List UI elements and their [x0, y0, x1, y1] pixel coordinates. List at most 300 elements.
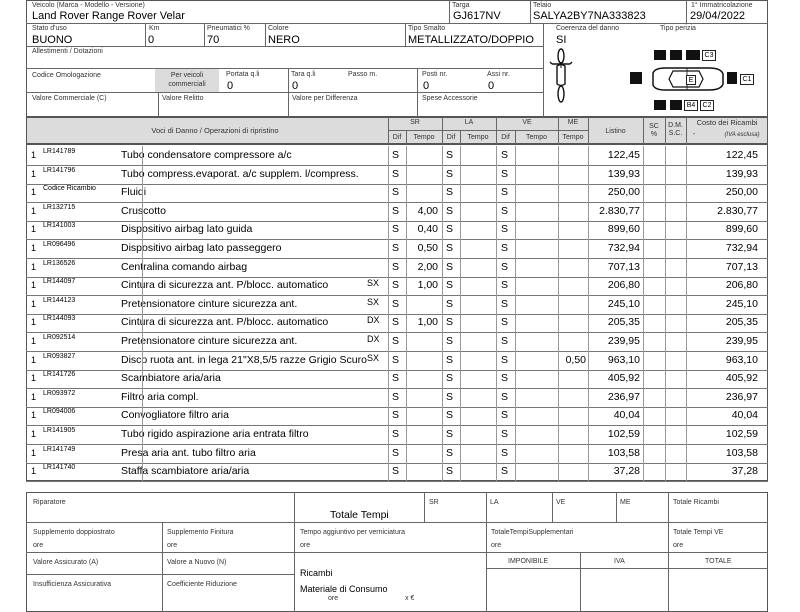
row-cell-divider: [442, 332, 443, 351]
row-cell-divider: [142, 406, 143, 425]
row-listino: 206,80: [607, 279, 640, 292]
row-cell-divider: [665, 146, 666, 165]
row-la-dif: S: [446, 297, 454, 310]
table-row: [26, 295, 768, 315]
row-cell-divider: [388, 146, 389, 165]
row-description: Cintura di sicurezza ant. P/blocc. automatico: [121, 279, 329, 292]
row-cell-divider: [442, 276, 443, 295]
row-cell-divider: [665, 388, 666, 407]
row-cell-divider: [442, 165, 443, 184]
row-cell-divider: [442, 388, 443, 407]
telaio-label: Telaio: [533, 2, 552, 9]
vehicle-value: Land Rover Range Rover Velar: [32, 10, 185, 22]
tipo-smalto-label: Tipo Smalto: [408, 25, 446, 32]
row-cell-divider: [496, 165, 497, 184]
row-ve-dif: S: [501, 204, 509, 217]
table-row: [26, 239, 768, 259]
row-cell-divider: [643, 462, 644, 481]
row-cell-divider: [558, 165, 559, 184]
row-cell-divider: [142, 462, 143, 481]
row-listino: 37,28: [613, 465, 640, 478]
row-cell-divider: [496, 462, 497, 481]
footer-vline-3: [424, 492, 425, 522]
row-cell-divider: [406, 425, 407, 444]
damage-square-front: [630, 72, 642, 84]
row-sr-tempo: 0,40: [417, 223, 438, 236]
row-cell-divider: [442, 462, 443, 481]
immatricolazione-label: 1° Immatricolazione: [691, 2, 753, 9]
row-cell-divider: [406, 369, 407, 388]
row-qty: 1: [31, 150, 37, 160]
th-dm-sc: S.C.: [668, 130, 683, 137]
row-listino: 899,60: [607, 223, 640, 236]
row-cell-divider: [558, 388, 559, 407]
row-cell-divider: [496, 202, 497, 221]
row-ve-dif: S: [501, 446, 509, 459]
row-sr-dif: S: [392, 149, 400, 161]
header-vline-row4a: [288, 68, 289, 92]
row-cell-divider: [686, 165, 687, 184]
row-listino: 236,97: [607, 390, 640, 403]
row-ve-dif: S: [501, 223, 509, 236]
table-row: [26, 444, 768, 464]
row-cell-divider: [388, 258, 389, 277]
coefficiente-riduzione-label: Coefficiente Riduzione: [167, 581, 237, 588]
totale-tempi-label: Totale Tempi: [330, 509, 389, 521]
row-cell-divider: [588, 146, 589, 165]
footer-vline-1: [162, 522, 163, 612]
row-sr-dif: S: [392, 372, 400, 385]
row-code: LR141789: [43, 148, 76, 155]
table-row: [26, 313, 768, 333]
row-cell-divider: [496, 295, 497, 314]
row-sr-dif: S: [392, 186, 400, 199]
row-qty: 1: [31, 447, 37, 458]
ore-label-3: ore: [300, 542, 311, 549]
row-costo: 732,94: [725, 242, 758, 254]
damage-square-top-1: [654, 50, 666, 60]
th-costo-title: Costo dei Ricambi: [696, 118, 758, 127]
posti-value: 0: [423, 80, 430, 92]
header-vline-targa: [449, 0, 450, 23]
row-cell-divider: [686, 295, 687, 314]
row-cell-divider: [515, 351, 516, 370]
row-cell-divider: [643, 351, 644, 370]
damage-square-rear: [727, 72, 737, 84]
tipo-smalto-value: METALLIZZATO/DOPPIO: [408, 34, 534, 46]
per-veicoli-label: Per veicoli commerciali: [168, 72, 206, 88]
row-cell-divider: [558, 462, 559, 481]
km-value: 0: [148, 34, 155, 46]
row-cell-divider: [442, 258, 443, 277]
row-side: DX: [367, 315, 380, 326]
row-cell-divider: [588, 295, 589, 314]
row-cell-divider: [460, 276, 461, 295]
row-cell-divider: [388, 183, 389, 202]
table-row: [26, 388, 768, 408]
row-sr-dif: S: [392, 409, 400, 422]
row-cell-divider: [665, 220, 666, 239]
row-cell-divider: [142, 183, 143, 202]
supplemento-finitura-label: Supplemento Finitura: [167, 529, 234, 536]
row-me-tempo: 0,50: [565, 353, 586, 366]
row-cell-divider: [643, 313, 644, 332]
row-cell-divider: [686, 388, 687, 407]
row-costo: 206,80: [725, 279, 758, 292]
codice-omologazione-label: Codice Omologazione: [32, 72, 101, 79]
row-cell-divider: [665, 313, 666, 332]
footer-vline-6: [616, 492, 617, 522]
row-description: Cintura di sicurezza ant. P/blocc. automatico: [121, 316, 329, 329]
row-cell-divider: [388, 462, 389, 481]
row-cell-divider: [588, 276, 589, 295]
row-cell-divider: [406, 220, 407, 239]
row-cell-divider: [442, 444, 443, 463]
row-cell-divider: [686, 406, 687, 425]
row-cell-divider: [388, 369, 389, 388]
row-cell-divider: [515, 332, 516, 351]
row-la-dif: S: [446, 390, 454, 403]
header-vline-row5b: [288, 92, 289, 117]
row-cell-divider: [515, 462, 516, 481]
row-cell-divider: [142, 351, 143, 370]
row-ve-dif: S: [501, 335, 509, 347]
row-cell-divider: [442, 313, 443, 332]
row-qty: 1: [31, 336, 37, 346]
row-side: DX: [367, 334, 380, 344]
row-ve-dif: S: [501, 409, 509, 422]
row-cell-divider: [142, 425, 143, 444]
footer-vline-5: [552, 492, 553, 522]
valore-assicurato-label: Valore Assicurato (A): [33, 559, 99, 566]
passo-label: Passo m.: [348, 71, 378, 78]
row-cell-divider: [588, 388, 589, 407]
row-la-dif: S: [446, 372, 454, 385]
row-costo: 205,35: [725, 316, 758, 329]
th-dm: D.M.: [668, 122, 683, 129]
row-cell-divider: [665, 202, 666, 221]
row-cell-divider: [558, 183, 559, 202]
row-cell-divider: [686, 462, 687, 481]
row-ve-dif: S: [501, 186, 509, 199]
th-costo-iva: (IVA esclusa): [724, 132, 760, 138]
row-la-dif: S: [446, 279, 454, 292]
row-cell-divider: [515, 369, 516, 388]
row-costo: 963,10: [725, 353, 758, 366]
header-vline-row5a: [158, 92, 159, 117]
table-row: [26, 165, 768, 185]
row-qty: 1: [31, 410, 37, 421]
row-cell-divider: [442, 239, 443, 258]
row-cell-divider: [643, 183, 644, 202]
row-sr-tempo: 2,00: [417, 260, 438, 273]
row-cell-divider: [515, 239, 516, 258]
row-cell-divider: [388, 388, 389, 407]
row-cell-divider: [460, 183, 461, 202]
th-sr: SR: [410, 119, 420, 126]
row-cell-divider: [665, 425, 666, 444]
colore-label: Colore: [268, 25, 289, 32]
footer-la-label: LA: [490, 499, 499, 506]
row-qty: 1: [31, 261, 37, 272]
damage-square-top-2: [670, 50, 682, 60]
row-cell-divider: [643, 369, 644, 388]
row-la-dif: S: [446, 223, 454, 236]
row-description: Disco ruota ant. in lega 21"X8,5/5 razze Grigio Scuro: [121, 353, 367, 366]
row-cell-divider: [588, 369, 589, 388]
row-cell-divider: [406, 258, 407, 277]
zone-badge-c2: C2: [700, 100, 714, 111]
row-ve-dif: S: [501, 279, 509, 292]
row-description: Staffa scambiatore aria/aria: [121, 465, 250, 478]
row-listino: 2.830,77: [599, 204, 640, 217]
row-cell-divider: [142, 202, 143, 221]
th-ve: VE: [522, 119, 532, 126]
row-description: Dispositivo airbag lato passeggero: [121, 242, 282, 254]
ore-label-1: ore: [33, 542, 44, 549]
km-label: Km: [149, 25, 160, 32]
zone-badge-b4: B4: [684, 100, 698, 111]
row-cell-divider: [460, 202, 461, 221]
coerenza-value: SI: [556, 34, 567, 46]
row-cell-divider: [665, 332, 666, 351]
row-ve-dif: S: [501, 260, 509, 273]
footer-hline-4: [486, 568, 768, 569]
row-cell-divider: [460, 425, 461, 444]
row-cell-divider: [686, 276, 687, 295]
row-costo: 40,04: [731, 409, 758, 422]
th-me-tempo: Tempo: [562, 134, 584, 141]
row-cell-divider: [643, 165, 644, 184]
row-cell-divider: [686, 146, 687, 165]
row-costo: 707,13: [725, 260, 758, 273]
row-cell-divider: [388, 276, 389, 295]
row-cell-divider: [460, 388, 461, 407]
row-cell-divider: [558, 425, 559, 444]
row-cell-divider: [558, 313, 559, 332]
row-cell-divider: [665, 369, 666, 388]
row-cell-divider: [496, 313, 497, 332]
th-sr-dif: Dif: [392, 134, 402, 141]
zone-badge-c3: C3: [702, 50, 716, 61]
row-description: Cruscotto: [121, 204, 166, 217]
row-cell-divider: [588, 332, 589, 351]
row-costo: 122,45: [725, 149, 758, 161]
row-cell-divider: [643, 276, 644, 295]
row-cell-divider: [515, 295, 516, 314]
row-qty: 1: [31, 317, 37, 328]
row-cell-divider: [496, 369, 497, 388]
row-cell-divider: [496, 183, 497, 202]
row-cell-divider: [460, 444, 461, 463]
zone-badge-c1: C1: [740, 74, 754, 85]
row-la-dif: S: [446, 149, 454, 161]
row-cell-divider: [558, 444, 559, 463]
row-description: Scambiatore aria/aria: [121, 372, 221, 385]
row-cell-divider: [665, 406, 666, 425]
row-cell-divider: [460, 295, 461, 314]
row-cell-divider: [588, 165, 589, 184]
row-cell-divider: [515, 220, 516, 239]
row-cell-divider: [558, 146, 559, 165]
row-cell-divider: [496, 258, 497, 277]
footer-vline-7: [580, 552, 581, 612]
row-cell-divider: [388, 351, 389, 370]
table-row: [26, 406, 768, 426]
row-side: SX: [367, 352, 380, 363]
row-listino: 245,10: [607, 297, 640, 310]
row-qty: 1: [31, 391, 37, 402]
row-cell-divider: [588, 239, 589, 258]
row-cell-divider: [388, 313, 389, 332]
row-cell-divider: [558, 351, 559, 370]
row-cell-divider: [588, 462, 589, 481]
insufficienza-assicurativa-label: Insufficienza Assicurativa: [33, 581, 112, 588]
damage-square-top-3: [686, 50, 700, 60]
row-la-dif: S: [446, 204, 454, 217]
row-cell-divider: [686, 183, 687, 202]
targa-label: Targa: [452, 2, 470, 9]
th-hline-mid: [388, 130, 588, 131]
row-cell-divider: [460, 406, 461, 425]
tara-label: Tara q.li: [291, 71, 316, 78]
tempo-aggiuntivo-label: Tempo aggiuntivo per verniciatura: [300, 529, 406, 536]
header-vline-telaio: [530, 0, 531, 23]
row-listino: 40,04: [613, 409, 640, 422]
row-code: LR136526: [43, 259, 76, 267]
row-cell-divider: [406, 183, 407, 202]
row-cell-divider: [515, 406, 516, 425]
row-cell-divider: [643, 388, 644, 407]
row-cell-divider: [496, 220, 497, 239]
table-row: [26, 276, 768, 296]
row-cell-divider: [388, 165, 389, 184]
row-description: Presa aria ant. tubo filtro aria: [121, 446, 256, 459]
row-la-dif: S: [446, 428, 454, 440]
row-sr-dif: S: [392, 204, 400, 217]
tara-value: 0: [292, 80, 299, 92]
row-sr-dif: S: [392, 446, 400, 459]
row-cell-divider: [388, 220, 389, 239]
row-sr-tempo: 1,00: [417, 279, 438, 292]
row-cell-divider: [460, 369, 461, 388]
row-cell-divider: [406, 351, 407, 370]
damage-diagram: [544, 40, 767, 116]
table-row: [26, 146, 768, 166]
th-sc-pct: %: [650, 131, 658, 138]
row-qty: 1: [31, 280, 37, 291]
ore-label-2: ore: [167, 542, 178, 549]
row-cell-divider: [388, 239, 389, 258]
row-ve-dif: S: [501, 242, 509, 254]
row-cell-divider: [686, 313, 687, 332]
row-cell-divider: [558, 295, 559, 314]
row-cell-divider: [643, 239, 644, 258]
posti-label: Posti nr.: [422, 71, 448, 78]
th-ve-dif: Dif: [501, 134, 510, 141]
totale-tempi-ve-label: Totale Tempi VE: [673, 529, 724, 536]
row-cell-divider: [588, 183, 589, 202]
valore-differenza-label: Valore per Differenza: [292, 95, 358, 102]
row-cell-divider: [686, 239, 687, 258]
row-cell-divider: [406, 295, 407, 314]
footer-ve-label: VE: [556, 499, 566, 506]
portata-label: Portata q.li: [226, 71, 260, 78]
row-listino: 405,92: [607, 372, 640, 385]
row-cell-divider: [665, 183, 666, 202]
row-cell-divider: [406, 406, 407, 425]
row-qty: 1: [31, 373, 37, 384]
row-cell-divider: [142, 258, 143, 277]
row-cell-divider: [588, 313, 589, 332]
row-cell-divider: [142, 369, 143, 388]
row-ve-dif: S: [501, 149, 509, 161]
row-side: SX: [367, 296, 380, 307]
row-description: Convogliatore filtro aria: [121, 409, 229, 422]
row-costo: 236,97: [725, 390, 758, 403]
row-cell-divider: [665, 295, 666, 314]
row-code: LR132715: [43, 203, 76, 211]
th-listino: Listino: [605, 128, 626, 135]
pneumatici-label: Pneumatici %: [207, 25, 250, 32]
row-cell-divider: [388, 202, 389, 221]
row-cell-divider: [558, 369, 559, 388]
row-cell-divider: [142, 295, 143, 314]
row-qty: 1: [31, 187, 37, 198]
row-la-dif: S: [446, 409, 454, 422]
row-costo: 102,59: [725, 428, 758, 440]
row-cell-divider: [515, 276, 516, 295]
valore-relitto-label: Valore Relitto: [162, 95, 204, 102]
row-cell-divider: [588, 351, 589, 370]
ore-label-5: ore: [673, 542, 684, 549]
th-la-tempo: Tempo: [467, 134, 489, 141]
row-listino: 139,93: [607, 167, 640, 180]
row-cell-divider: [496, 351, 497, 370]
row-cell-divider: [496, 444, 497, 463]
riparatore-label: Riparatore: [33, 499, 66, 506]
row-costo: 2.830,77: [717, 204, 758, 217]
materiale-x-label: x €: [405, 595, 415, 602]
row-costo: 245,10: [725, 297, 758, 310]
row-la-dif: S: [446, 335, 454, 347]
row-cell-divider: [558, 332, 559, 351]
row-cell-divider: [686, 351, 687, 370]
stato-label: Stato d'uso: [32, 25, 67, 32]
row-cell-divider: [643, 220, 644, 239]
row-qty: 1: [31, 243, 37, 253]
allestimenti-label: Allestimenti / Dotazioni: [32, 48, 103, 55]
supplemento-doppiostrato-label: Supplemento doppiostrato: [33, 529, 115, 536]
row-listino: 250,00: [607, 186, 640, 199]
materiale-consumo-label: Materiale di Consumo: [300, 584, 388, 594]
row-cell-divider: [665, 165, 666, 184]
row-qty: 1: [31, 298, 37, 309]
row-code: LR141905: [43, 427, 76, 434]
row-description: Tubo compress.evaporat. a/c supplem. l/compress.: [121, 167, 359, 180]
header-divider-3: [26, 68, 543, 69]
row-code: LR141740: [43, 464, 76, 472]
table-row: [26, 332, 768, 352]
table-row: [26, 202, 768, 222]
table-row: [26, 425, 768, 445]
row-cell-divider: [406, 388, 407, 407]
row-costo: 899,60: [725, 223, 758, 236]
row-code: LR141003: [43, 222, 76, 230]
header-divider-2: [26, 46, 543, 47]
row-listino: 963,10: [607, 353, 640, 366]
row-cell-divider: [643, 444, 644, 463]
